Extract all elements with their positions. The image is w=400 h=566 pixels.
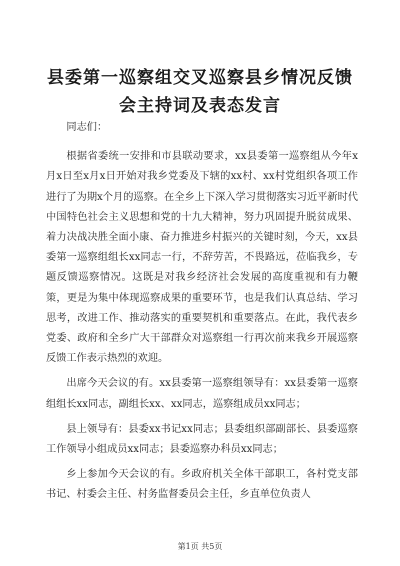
paragraph-attendees-township: 乡上参加今天会议的有。乡政府机关全体干部职工，各村党支部书记、村委会主任、村务监督委员会主任，乡直单位负责人 xyxy=(46,469,358,501)
salutation: 同志们： xyxy=(66,122,108,133)
paragraph-attendees-county: 县上领导有：县委xx书记xx同志；县委组织部副部长、县委巡察工作领导小组成员xx同志；县委巡察办科员xx同志； xyxy=(46,423,358,456)
paragraph-attendees-inspection-group: 出席今天会议的有。xx县委第一巡察组领导有：xx县委第一巡察组组长xx同志，副组长xx、xx同志，巡察组成员xx同志； xyxy=(46,378,358,410)
document-title: 县委第一巡察组交叉巡察县乡情况反馈会主持词及表态发言 xyxy=(47,68,353,116)
page-number: 第1页 共5页 xyxy=(177,542,223,551)
paragraph-intro: 根据省委统一安排和市县联动要求，xx县委第一巡察组从今年x月x日至x月x日开始对我乡党委及下辖的xx村、xx村党组织各项工作进行了为期x个月的巡察。在全乡上下深入学习贯彻落实习近平新时代中国特色社会主义思想和党的十九大精神，努力巩固提升脱贫成果、着力决战决胜全面小康、奋力推进乡村振兴的关键时刻，今天，xx县委第一巡察组组长xx同志一行，不辞劳苦，不畏路远，莅临我乡，专题反馈巡察情况。这既是对我乡经济社会发展的高度重视和有力鞭策，更是为集中体现巡察成果的重要环节，也是我们认真总结、学习思考，改进工作、推动落实的重要契机和重要落点。在此，我代表乡党委、政府和全乡广大干部群众对巡察组一行再次前来我乡开展巡察反馈工作表示热烈的欢迎。 xyxy=(46,151,358,365)
document-body xyxy=(46,118,358,506)
